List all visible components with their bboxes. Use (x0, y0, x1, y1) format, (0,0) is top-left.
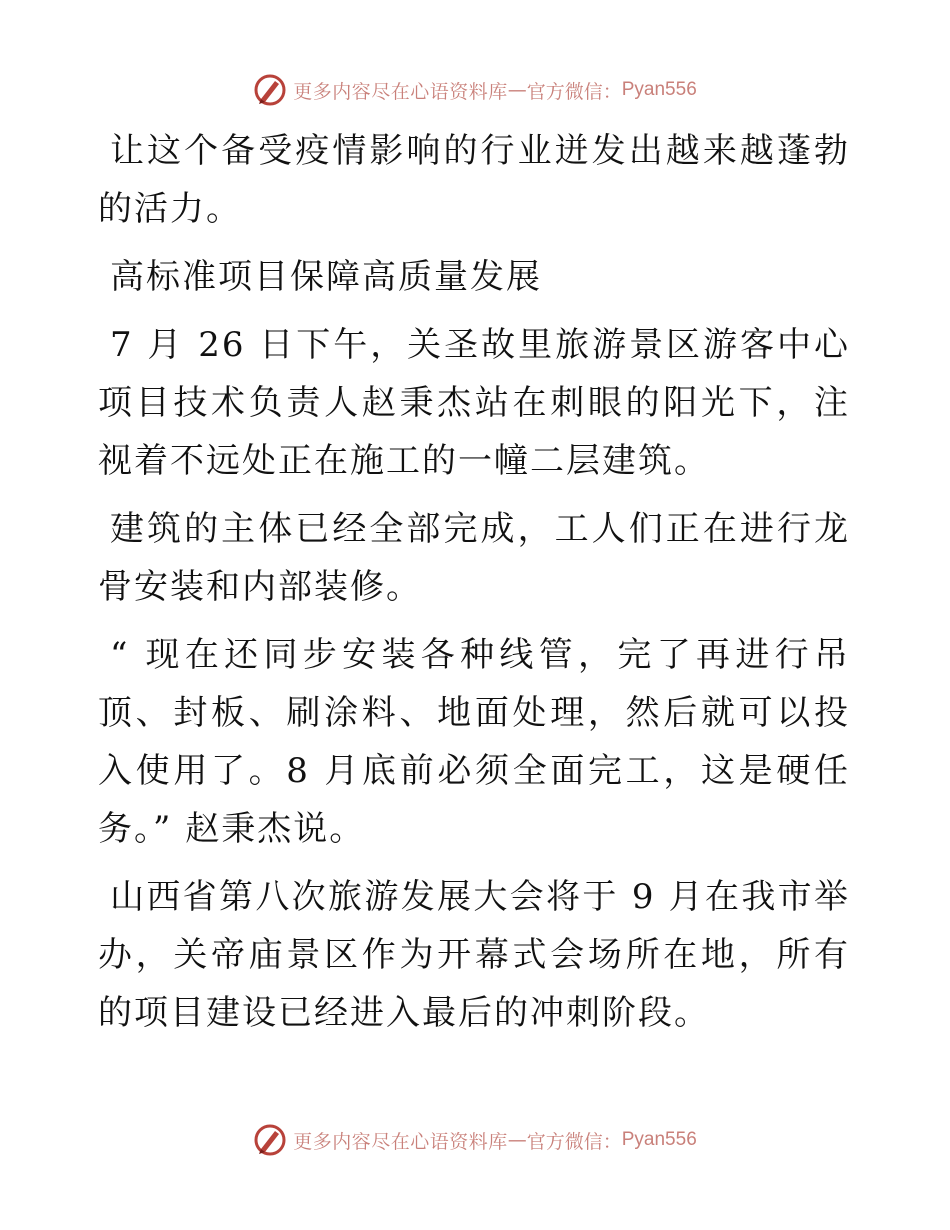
paragraph-2: 7 月 26 日下午，关圣故里旅游景区游客中心项目技术负责人赵秉杰站在刺眼的阳光下，注视着不远处正在施工的一幢二层建筑。 (98, 325, 850, 481)
banner-text: 更多内容尽在心语资料库 (293, 1130, 508, 1153)
paragraph-4: “ 现在还同步安装各种线管，完了再进行吊顶、封板、刷涂料、地面处理，然后就可以投入使用了。8 月底前必须全面完工，这是硬任务。” 赵秉杰说。 (98, 635, 850, 849)
banner-wechat-id: Pyan556 (621, 1129, 697, 1150)
document-body (98, 122, 850, 1052)
header-banner (0, 70, 950, 110)
banner-contact: 官方微信： (526, 1130, 622, 1153)
paragraph-5: 山西省第八次旅游发展大会将于 9 月在我市举办，关帝庙景区作为开幕式会场所在地，所有的项目建设已经进入最后的冲刺阶段。 (98, 877, 850, 1033)
banner-wechat-id: Pyan556 (621, 79, 697, 100)
banner-separator: — (507, 79, 527, 101)
pen-logo-icon (253, 1123, 287, 1157)
section-heading: 高标准项目保障高质量发展 (110, 257, 542, 297)
pen-logo-icon (253, 73, 287, 107)
banner-separator: — (507, 1129, 527, 1151)
paragraph-1: 让这个备受疫情影响的行业迸发出越来越蓬勃的活力。 (98, 131, 850, 229)
banner-text: 更多内容尽在心语资料库 (293, 80, 508, 103)
footer-banner (0, 1120, 950, 1160)
banner-contact: 官方微信： (526, 80, 622, 103)
paragraph-3: 建筑的主体已经全部完成，工人们正在进行龙骨安装和内部装修。 (98, 509, 850, 607)
